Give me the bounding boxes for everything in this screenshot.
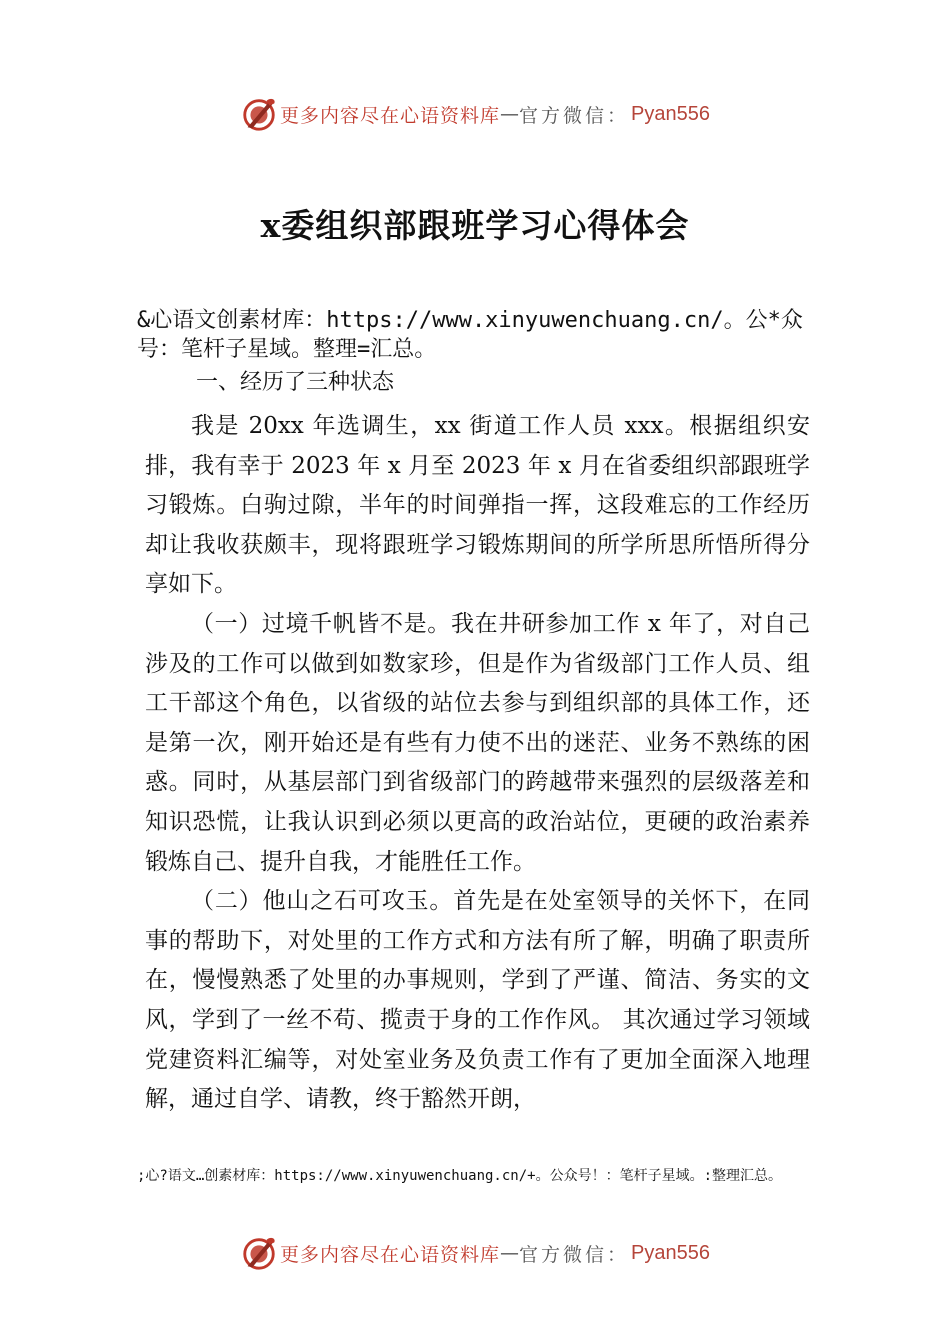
banner-wechat-id: Pyan556 (631, 1241, 710, 1264)
footer-source-note: ;心?语文…创素材库：https://www.xinyuwenchuang.cn/+。公众号！：笔杆子星域。:整理汇总。 (137, 1168, 783, 1184)
document-title: x委组织部跟班学习心得体会 (260, 206, 690, 245)
banner-separator: — (500, 1242, 520, 1264)
banner-wechat-id: Pyan556 (631, 102, 710, 125)
document-body (145, 407, 810, 1120)
quill-seal-icon (240, 1234, 278, 1272)
banner-contact-label: 官方微信： (519, 1243, 630, 1266)
banner-contact-label: 官方微信： (519, 104, 630, 127)
footer-banner (0, 1233, 950, 1273)
paragraph-point-1: （一）过境千帆皆不是。我在井研参加工作 x 年了，对自己涉及的工作可以做到如数家珍，但是作为省级部门工作人员、组工干部这个角色，以省级的站位去参与到组织部的具体工作，还是第一次，刚开始还是有些有力使不出的迷茫、业务不熟练的困惑。同时，从基层部门到省级部门的跨越带来强烈的层级落差和知识恐慌，让我认识到必须以更高的政治站位，更硬的政治素养锻炼自己、提升自我，才能胜任工作。 (145, 610, 810, 875)
quill-seal-icon (240, 95, 278, 133)
banner-separator: — (500, 103, 520, 125)
section-heading: 一、经历了三种状态 (196, 370, 395, 395)
paragraph-intro: 我是 20xx 年选调生，xx 街道工作人员 xxx。根据组织安排，我有幸于 2023 年 x 月至 2023 年 x 月在省委组织部跟班学习锻炼。白驹过隙，半年的时间弹指一挥，这段难忘的工作经历却让我收获颇丰，现将跟班学习锻炼期间的所学所思所悟所得分享如下。 (145, 413, 810, 598)
banner-library-text: 更多内容尽在心语资料库 (280, 1243, 501, 1266)
header-banner (0, 94, 950, 134)
source-note: &心语文创素材库：https://www.xinyuwenchuang.cn/。公*众号：笔杆子星域。整理=汇总。 (137, 308, 803, 362)
banner-library-text: 更多内容尽在心语资料库 (280, 104, 501, 127)
paragraph-point-2: （二）他山之石可攻玉。首先是在处室领导的关怀下，在同事的帮助下，对处里的工作方式和方法有所了解，明确了职责所在，慢慢熟悉了处里的办事规则，学到了严谨、简洁、务实的文风，学到了一丝不苟、揽责于身的工作作风。 其次通过学习领域党建资料汇编等，对处室业务及负责工作有了更加全面深入地理解，通过自学、请教，终于豁然开朗， (145, 888, 810, 1113)
